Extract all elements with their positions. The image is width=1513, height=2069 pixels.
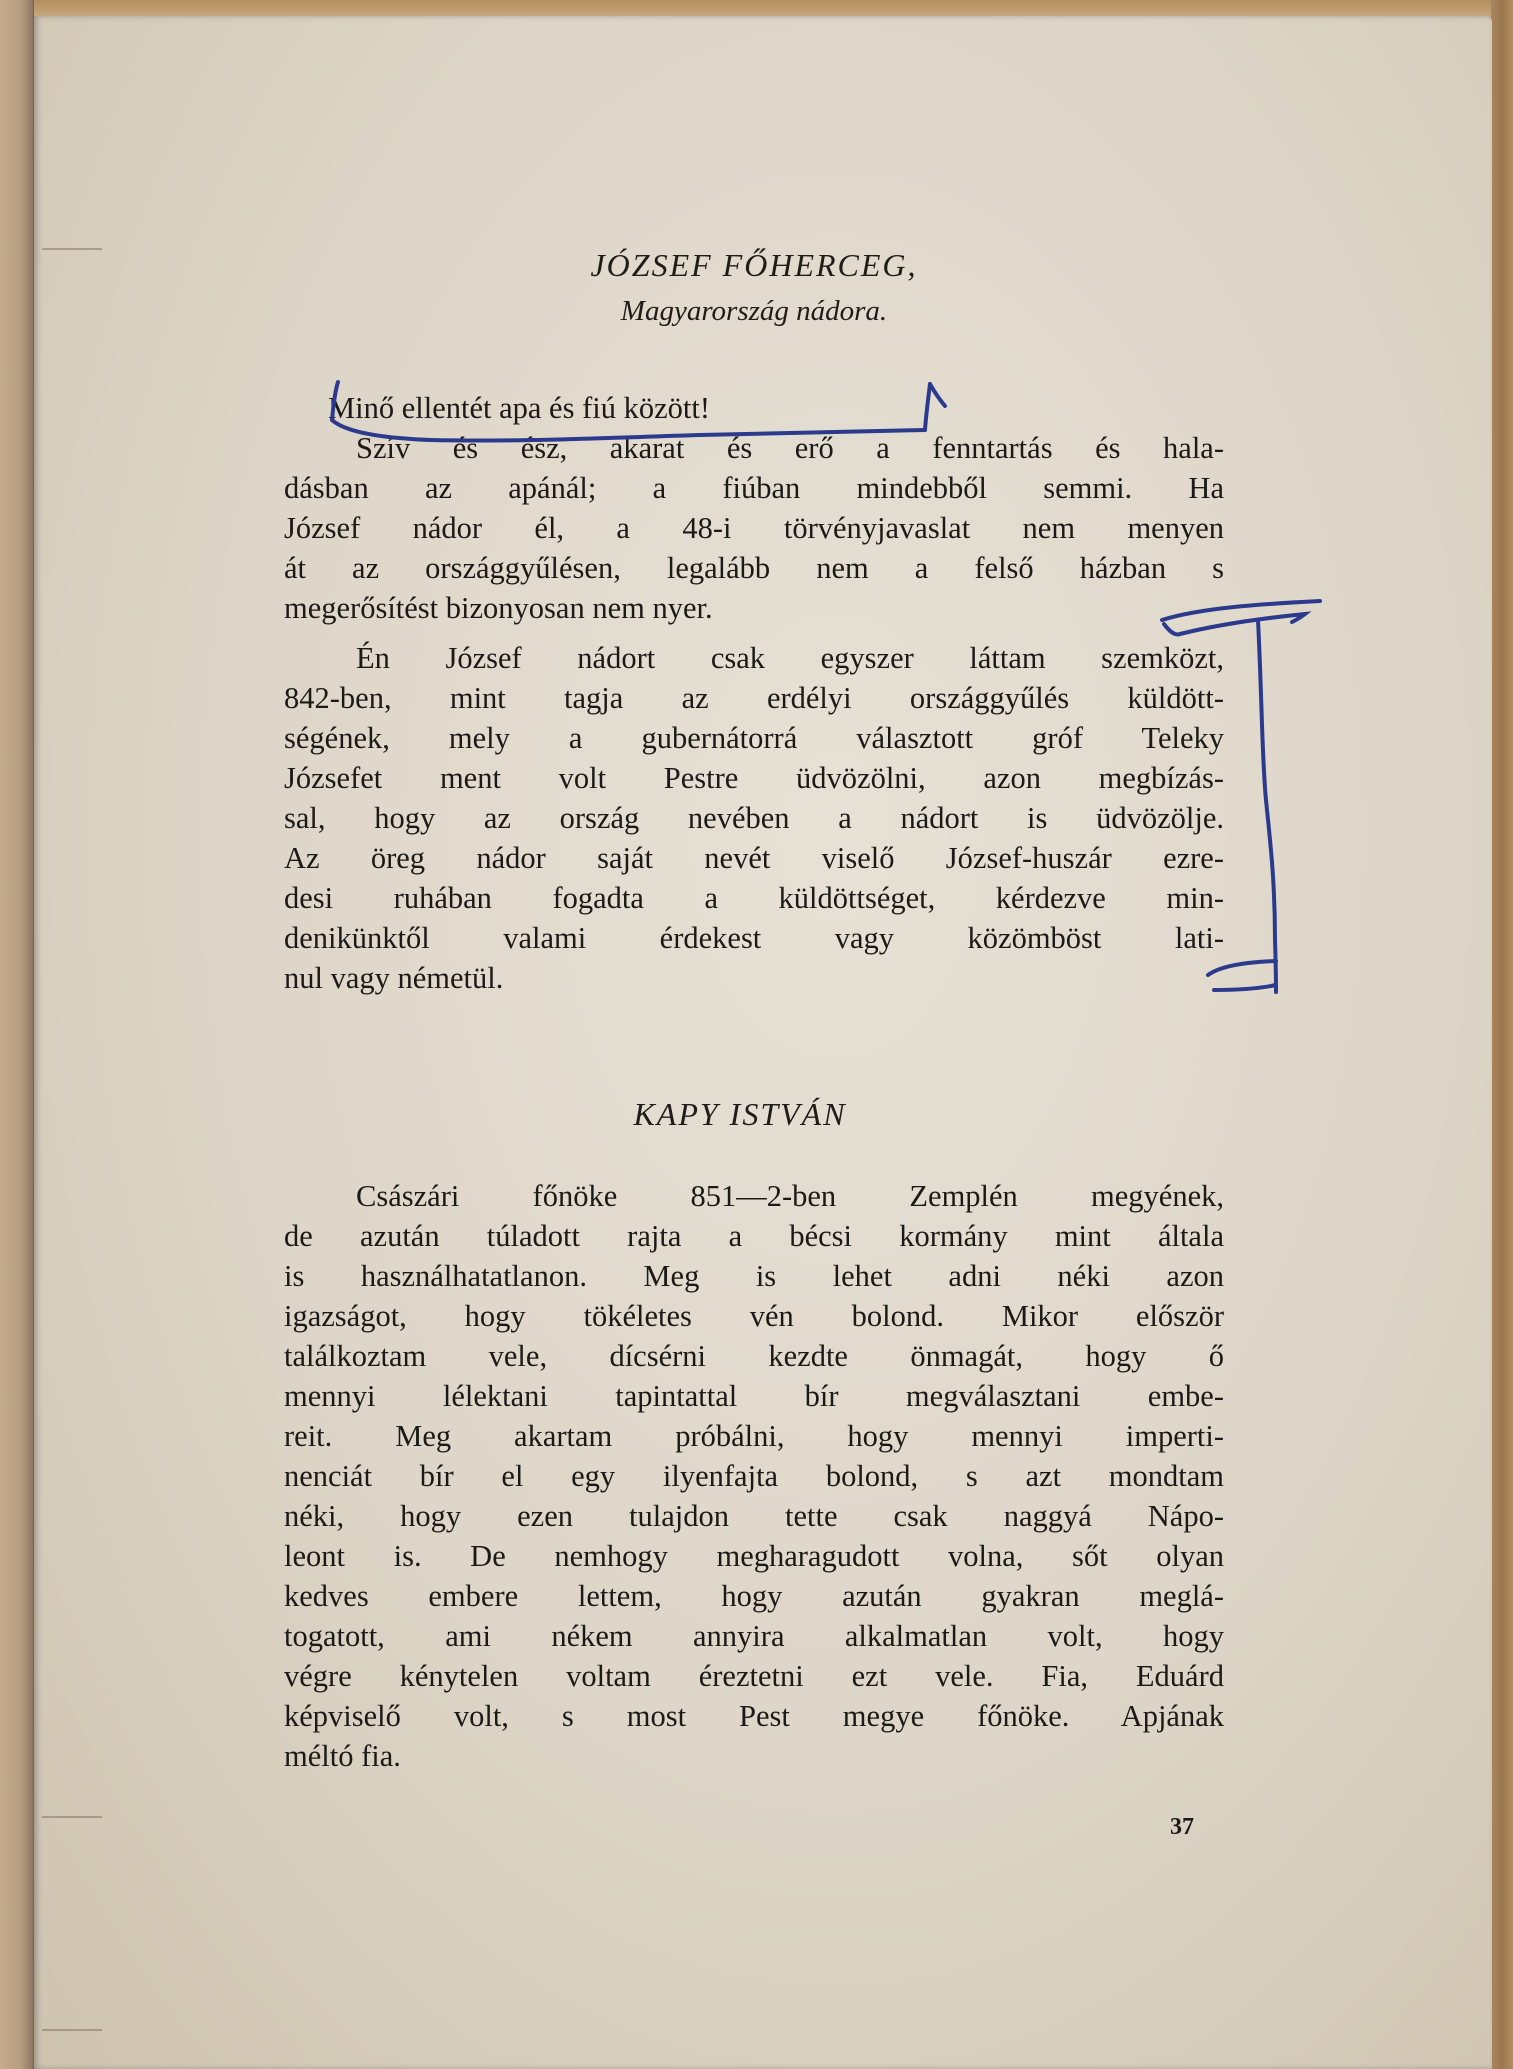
text-line: reit. Meg akartam próbálni, hogy mennyi imperti- [284, 1419, 1224, 1453]
section-title: KAPY ISTVÁN [633, 1096, 847, 1132]
text-line: 842-ben, mint tagja az erdélyi országgyűlés küldött- [284, 681, 1224, 715]
text-line: Szív és ész, akarat és erő a fenntartás és hala- [356, 431, 1224, 465]
text-line: néki, hogy ezen tulajdon tette csak naggyá Nápo- [284, 1499, 1224, 1533]
section-title: JÓZSEF FŐHERCEG, [590, 247, 918, 283]
text-line: át az országgyűlésen, legalább nem a felső házban s [284, 551, 1224, 585]
text-line: méltó fia. [284, 1739, 401, 1773]
text-line: Minő ellentét apa és fiú között! [328, 391, 710, 425]
text-line: de azután túladott rajta a bécsi kormány mint általa [284, 1219, 1224, 1253]
text-line: togatott, ami nékem annyira alkalmatlan volt, hogy [284, 1619, 1224, 1653]
background-right-edge [1491, 0, 1513, 2069]
text-line: Császári főnöke 851—2-ben Zemplén megyének, [356, 1179, 1224, 1213]
text-line: találkoztam vele, dícsérni kezdte önmagát, hogy ő [284, 1339, 1224, 1373]
text-line: is használhatatlanon. Meg is lehet adni néki azon [284, 1259, 1224, 1293]
text-line: végre kénytelen voltam éreztetni ezt vele. Fia, Eduárd [284, 1659, 1224, 1693]
book-gutter [0, 0, 34, 2069]
text-line: Én József nádort csak egyszer láttam szemközt, [356, 641, 1224, 675]
text-line: kedves embere lettem, hogy azután gyakran meglá- [284, 1579, 1224, 1613]
binding-stitch [42, 2029, 102, 2031]
binding-stitch [42, 1816, 102, 1818]
text-line: képviselő volt, s most Pest megye főnöke. Apjának [284, 1699, 1224, 1733]
section-subtitle: Magyarország nádora. [620, 295, 888, 327]
text-line: leont is. De nemhogy megharagudott volna, sőt olyan [284, 1539, 1224, 1573]
text-line: igazságot, hogy tökéletes vén bolond. Mikor először [284, 1299, 1224, 1333]
page-number: 37 [1170, 1814, 1194, 1840]
text-line: megerősítést bizonyosan nem nyer. [284, 591, 713, 625]
text-line: Józsefet ment volt Pestre üdvözölni, azon megbízás- [284, 761, 1224, 795]
text-line: nul vagy németül. [284, 961, 504, 995]
text-line: József nádor él, a 48-i törvényjavaslat nem menyen [284, 511, 1224, 545]
text-line: ségének, mely a gubernátorrá választott gróf Teleky [284, 721, 1224, 755]
text-line: Az öreg nádor saját nevét viselő József-huszár ezre- [284, 841, 1224, 875]
text-line: sal, hogy az ország nevében a nádort is üdvözölje. [284, 801, 1224, 835]
text-line: desi ruhában fogadta a küldöttséget, kérdezve min- [284, 881, 1224, 915]
text-line: mennyi lélektani tapintattal bír megválasztani embe- [284, 1379, 1224, 1413]
text-line: denikünktől valami érdekest vagy közömböst lati- [284, 921, 1224, 955]
text-line: dásban az apánál; a fiúban mindebből semmi. Ha [284, 471, 1224, 505]
text-line: nenciát bír el egy ilyenfajta bolond, s azt mondtam [284, 1459, 1224, 1493]
binding-stitch [42, 248, 102, 250]
